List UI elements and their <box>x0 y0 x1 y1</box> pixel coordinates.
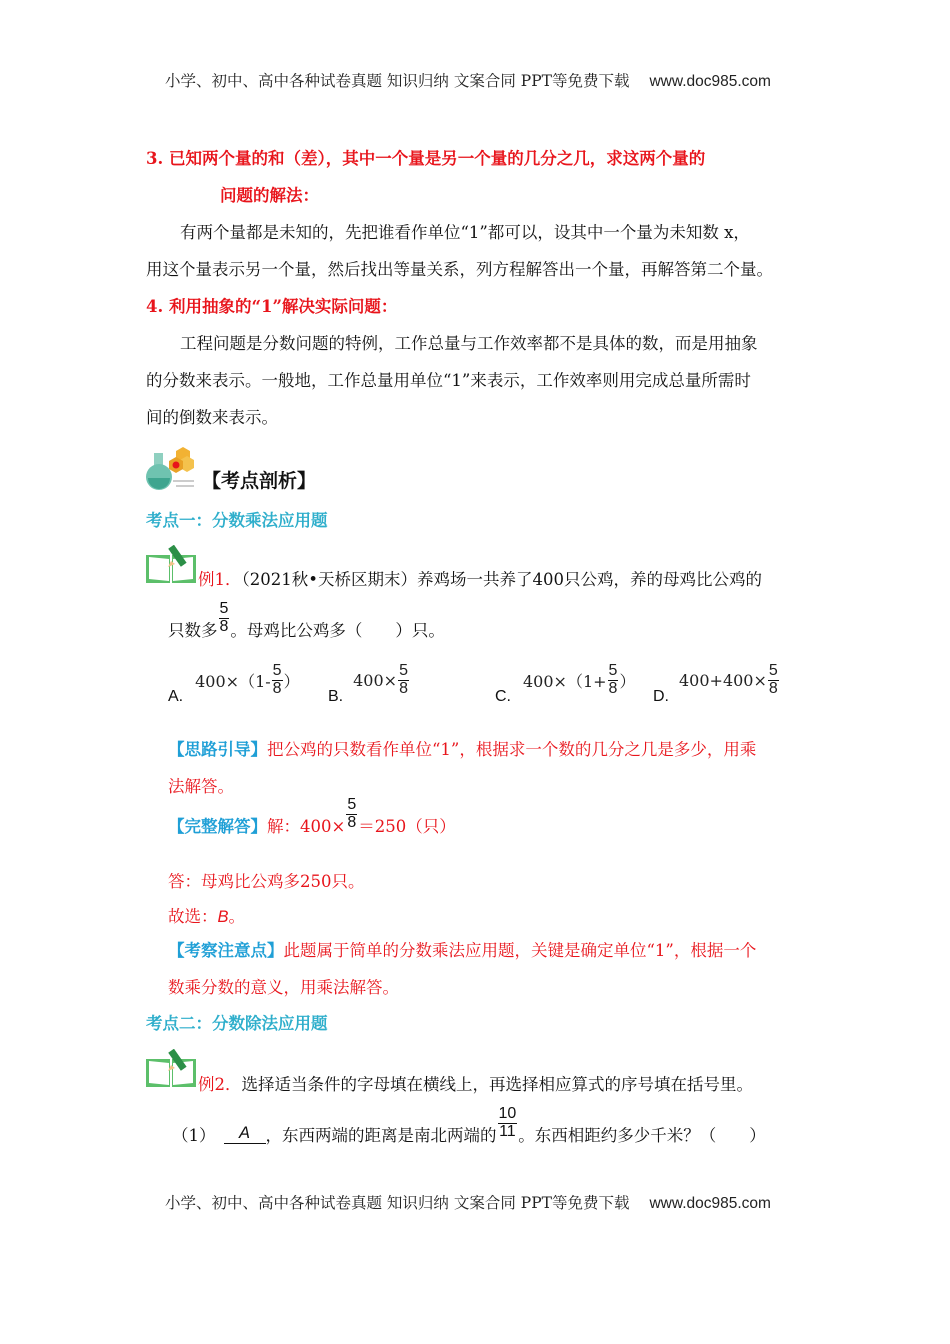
option-b-num: 5 <box>399 662 408 679</box>
kp1-title: 考点一：分数乘法应用题 <box>146 511 328 530</box>
q1-frac-den: 11 <box>499 1122 516 1140</box>
ex1-note-line2: 数乘分数的意义，用乘法解答。 <box>168 978 399 997</box>
option-d-pre: 400+400× <box>679 670 767 690</box>
ex2-label: 例2． <box>198 1075 242 1094</box>
option-a-post: ） <box>283 671 300 691</box>
option-a-den: 8 <box>272 679 282 697</box>
section-title: 【考点剖析】 <box>202 470 317 492</box>
option-a[interactable] <box>168 662 300 708</box>
choice-letter: B <box>217 908 229 926</box>
q1-frac-num: 10 <box>498 1105 517 1122</box>
ex1-fraction <box>219 601 230 636</box>
ex1-line2-post: 。母鸡比公鸡多（ ）只。 <box>230 621 445 641</box>
header-text: 小学、初中、高中各种试卷真题 知识归纳 文案合同 PPT等免费下载 <box>165 72 630 90</box>
q1-answer-blank[interactable]: A <box>224 1124 266 1144</box>
option-c-pre: 400×（1+ <box>523 671 607 691</box>
solution-pre: 解：400× <box>267 817 346 837</box>
solution-frac-den: 8 <box>347 813 357 831</box>
option-b-den: 8 <box>399 679 408 697</box>
solution-fraction <box>346 797 357 832</box>
point4-title: 4. 利用抽象的“1”解决实际问题： <box>146 297 398 316</box>
ex2-q1 <box>172 1105 766 1152</box>
option-b[interactable] <box>328 662 410 708</box>
option-d-den: 8 <box>768 679 778 697</box>
ex1-frac-den: 8 <box>219 617 229 635</box>
book-pencil-icon <box>144 545 198 585</box>
point3-title-line2: 问题的解法： <box>220 186 319 205</box>
ex1-solution <box>168 796 456 843</box>
q1-number: （1） <box>172 1126 216 1146</box>
note-tag: 【考察注意点】 <box>168 941 284 960</box>
hint-text: 把公鸡的只数看作单位“1”，根据求一个数的几分之几是多少，用乘 <box>267 740 757 759</box>
option-c-num: 5 <box>608 662 618 679</box>
ex1-note-line1 <box>168 937 756 961</box>
note-text: 此题属于简单的分数乘法应用题，关键是确定单位“1”，根据一个 <box>283 941 757 960</box>
ex1-choice <box>168 903 245 927</box>
option-a-label: A. <box>168 687 184 705</box>
header-url[interactable]: www.doc985.com <box>649 73 771 90</box>
ex1-line2 <box>168 600 445 647</box>
point4-body-line1: 工程问题是分数问题的特例，工作总量与工作效率都不是具体的数，而是用抽象 <box>180 334 758 353</box>
ex1-answer: 答：母鸡比公鸡多250只。 <box>168 872 365 891</box>
ex1-text: （2021秋•天桥区期末）养鸡场一共养了400只公鸡，养的母鸡比公鸡的 <box>241 570 762 589</box>
footer-url[interactable]: www.doc985.com <box>649 1195 771 1212</box>
choice-post: 。 <box>228 907 246 926</box>
ex1-hint-line2: 法解答。 <box>168 777 234 796</box>
q1-pre: ，东西两端的距离是南北两端的 <box>265 1126 497 1146</box>
ex1-line1 <box>198 566 762 590</box>
kp2-title: 考点二：分数除法应用题 <box>146 1014 328 1033</box>
solution-tag: 【完整解答】 <box>168 817 267 837</box>
option-d[interactable] <box>653 662 780 708</box>
flask-hexagon-icon <box>146 445 196 493</box>
page-footer <box>165 1191 771 1213</box>
choice-pre: 故选： <box>168 907 218 926</box>
option-a-pre: 400×（1- <box>195 671 271 691</box>
q1-fraction <box>498 1106 518 1141</box>
option-c[interactable] <box>495 662 636 708</box>
solution-post: ＝250（只） <box>358 817 456 837</box>
option-d-num: 5 <box>768 662 778 679</box>
option-a-num: 5 <box>272 662 282 679</box>
option-c-den: 8 <box>608 679 618 697</box>
point3-title-line1: 3. 已知两个量的和（差），其中一个量是另一个量的几分之几，求这两个量的 <box>146 149 706 168</box>
option-c-label: C. <box>495 687 511 705</box>
ex1-hint-line1 <box>168 736 756 760</box>
point4-body-line2: 的分数来表示。一般地，工作总量用单位“1”来表示，工作效率则用完成总量所需时 <box>146 371 751 390</box>
page-header <box>165 69 771 91</box>
book-pencil-icon <box>144 1049 198 1089</box>
option-d-label: D. <box>653 687 669 705</box>
point4-body-line3: 间的倒数来表示。 <box>146 408 278 427</box>
hint-tag: 【思路引导】 <box>168 740 267 759</box>
option-b-pre: 400× <box>353 670 398 690</box>
point3-body-line2: 用这个量表示另一个量，然后找出等量关系，列方程解答出一个量，再解答第二个量。 <box>146 260 773 279</box>
footer-text: 小学、初中、高中各种试卷真题 知识归纳 文案合同 PPT等免费下载 <box>165 1194 630 1212</box>
ex1-line2-pre: 只数多 <box>168 621 218 641</box>
ex1-frac-num: 5 <box>219 600 229 617</box>
ex2-line1 <box>198 1071 753 1095</box>
ex2-text: 选择适当条件的字母填在横线上，再选择相应算式的序号填在括号里。 <box>241 1075 753 1094</box>
point3-body-line1: 有两个量都是未知的，先把谁看作单位“1”都可以，设其中一个量为未知数 x， <box>180 223 750 242</box>
option-c-post: ） <box>619 671 636 691</box>
solution-frac-num: 5 <box>347 796 357 813</box>
ex1-label: 例1． <box>198 570 242 589</box>
q1-post: 。东西相距约多少千米？（ ） <box>518 1126 766 1146</box>
option-b-label: B. <box>328 687 344 705</box>
